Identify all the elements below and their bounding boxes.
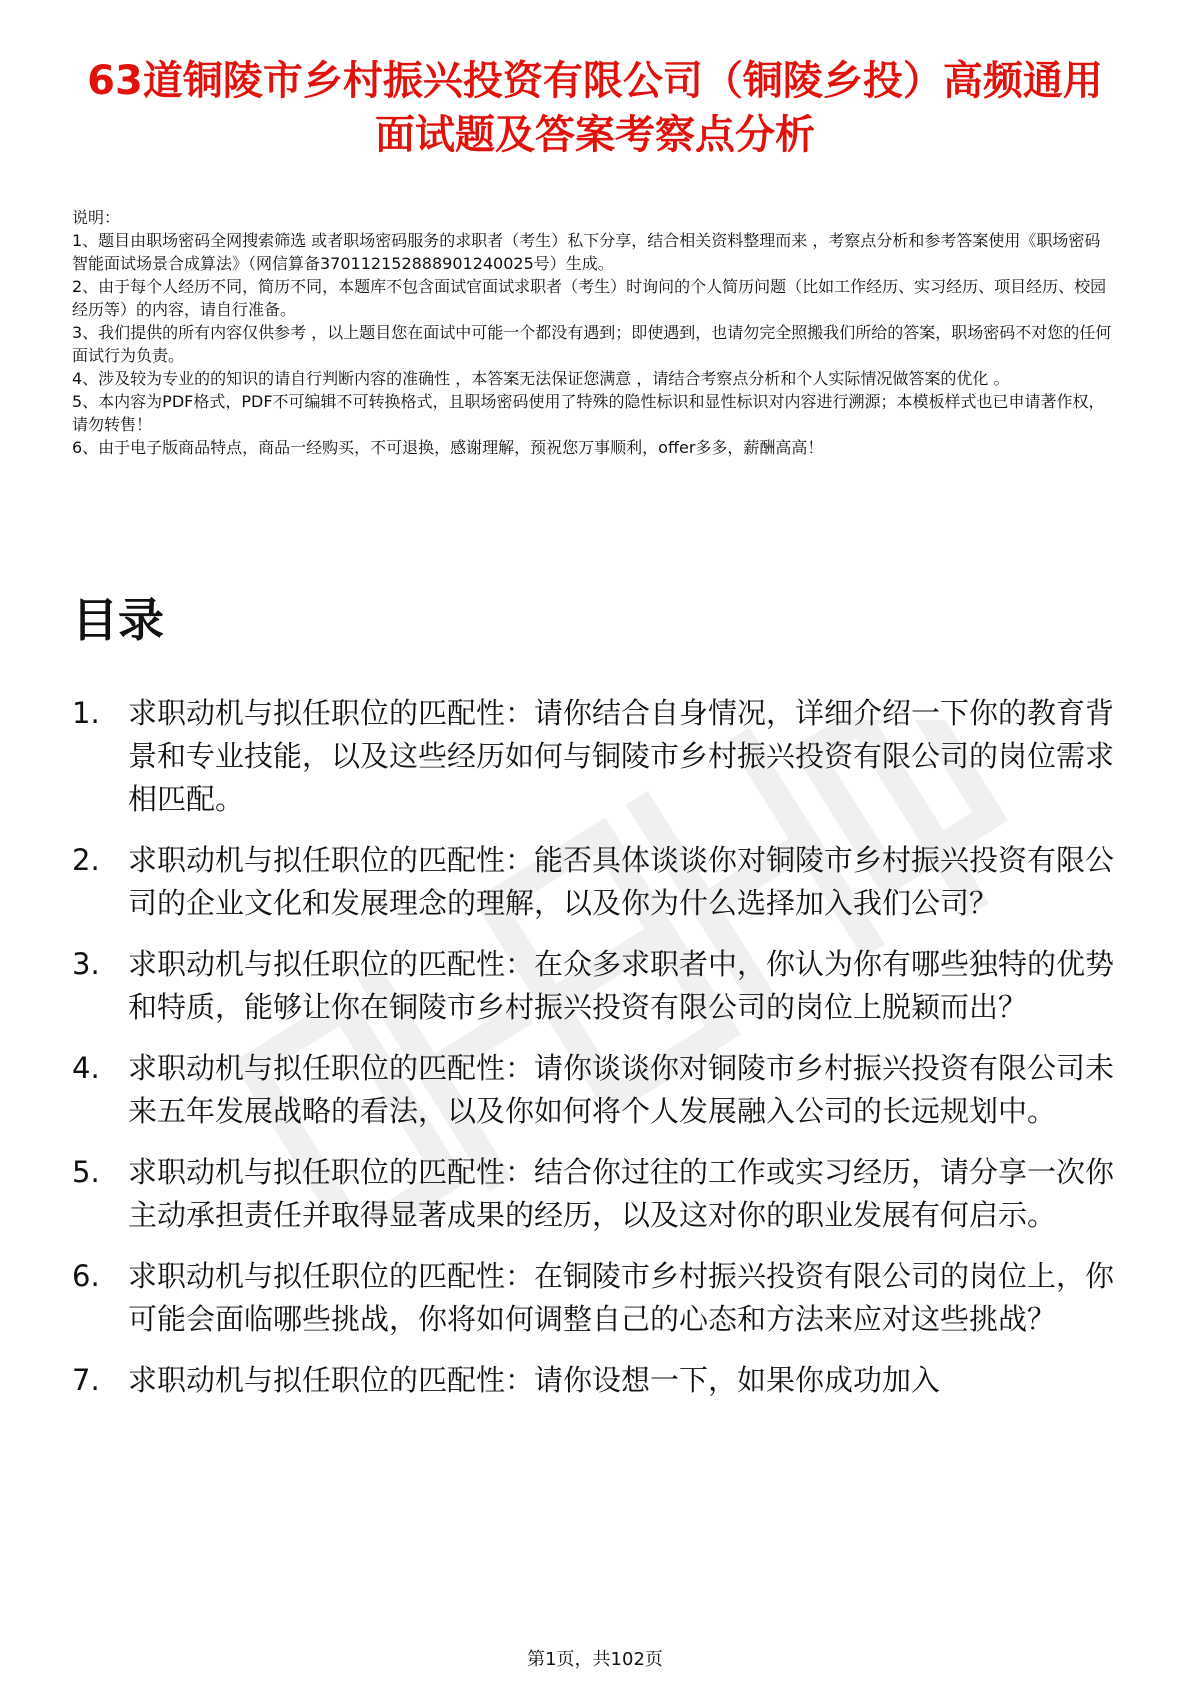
toc-item-text: 求职动机与拟任职位的匹配性：请你设想一下，如果你成功加入 <box>128 1363 941 1397</box>
note-item: 6、由于电子版商品特点，商品一经购买，不可退换，感谢理解，预祝您万事顺利，offer多多，薪酬高高！ <box>72 438 824 457</box>
toc-item-text: 求职动机与拟任职位的匹配性：请你谈谈你对铜陵市乡村振兴投资有限公司未来五年发展战略的看法，以及你如何将个人发展融入公司的长远规划中。 <box>128 1051 1115 1128</box>
toc-item-number: 3. <box>72 947 100 981</box>
table-of-contents <box>72 692 1120 1420</box>
toc-item-text: 求职动机与拟任职位的匹配性：能否具体谈谈你对铜陵市乡村振兴投资有限公司的企业文化和发展理念的理解，以及你为什么选择加入我们公司？ <box>128 843 1115 920</box>
toc-item[interactable] <box>72 1151 1120 1237</box>
notes-label: 说明： <box>72 208 121 227</box>
note-item: 1、题目由职场密码全网搜索筛选 或者职场密码服务的求职者（考生）私下分享，结合相关资料整理而来 ，考察点分析和参考答案使用《职场密码智能面试场景合成算法》（网信算备370112152888901240025号）生成。 <box>72 231 1101 273</box>
note-item: 4、涉及较为专业的的知识的请自行判断内容的准确性 ，本答案无法保证您满意 ，请结合考察点分析和个人实际情况做答案的优化 。 <box>72 369 1010 388</box>
toc-item-number: 5. <box>72 1155 100 1189</box>
toc-item[interactable] <box>72 1047 1120 1133</box>
note-item: 5、本内容为PDF格式，PDF不可编辑不可转换格式，且职场密码使用了特殊的隐性标识和显性标识对内容进行溯源；本模板样式也已申请著作权，请勿转售！ <box>72 392 1105 434</box>
toc-item-text: 求职动机与拟任职位的匹配性：在众多求职者中，你认为你有哪些独特的优势和特质，能够让你在铜陵市乡村振兴投资有限公司的岗位上脱颖而出？ <box>128 947 1115 1024</box>
toc-item-text: 求职动机与拟任职位的匹配性：在铜陵市乡村振兴投资有限公司的岗位上，你可能会面临哪些挑战，你将如何调整自己的心态和方法来应对这些挑战？ <box>128 1259 1115 1336</box>
page-footer: 第1页，共102页 <box>527 1649 663 1670</box>
notes-section <box>72 206 1112 459</box>
toc-item-number: 1. <box>72 696 100 730</box>
toc-item[interactable] <box>72 1359 1120 1402</box>
note-item: 2、由于每个人经历不同，简历不同，本题库不包含面试官面试求职者（考生）时询问的个人简历问题（比如工作经历、实习经历、项目经历、校园经历等）的内容，请自行准备。 <box>72 277 1107 319</box>
toc-item[interactable] <box>72 943 1120 1029</box>
toc-item-text: 求职动机与拟任职位的匹配性：请你结合自身情况，详细介绍一下你的教育背景和专业技能，以及这些经历如何与铜陵市乡村振兴投资有限公司的岗位需求相匹配。 <box>128 696 1115 816</box>
toc-heading: 目录 <box>72 593 164 647</box>
toc-item-number: 2. <box>72 843 100 877</box>
toc-item-number: 7. <box>72 1363 100 1397</box>
toc-item-number: 4. <box>72 1051 100 1085</box>
toc-item[interactable] <box>72 692 1120 821</box>
toc-item[interactable] <box>72 839 1120 925</box>
toc-item[interactable] <box>72 1255 1120 1341</box>
document-title: 63道铜陵市乡村振兴投资有限公司（铜陵乡投）高频通用面试题及答案考察点分析 <box>87 58 1103 158</box>
toc-item-number: 6. <box>72 1259 100 1293</box>
toc-item-text: 求职动机与拟任职位的匹配性：结合你过往的工作或实习经历，请分享一次你主动承担责任并取得显著成果的经历，以及这对你的职业发展有何启示。 <box>128 1155 1115 1232</box>
note-item: 3、我们提供的所有内容仅供参考 ，以上题目您在面试中可能一个都没有遇到；即使遇到，也请勿完全照搬我们所给的答案，职场密码不对您的任何面试行为负责。 <box>72 323 1112 365</box>
